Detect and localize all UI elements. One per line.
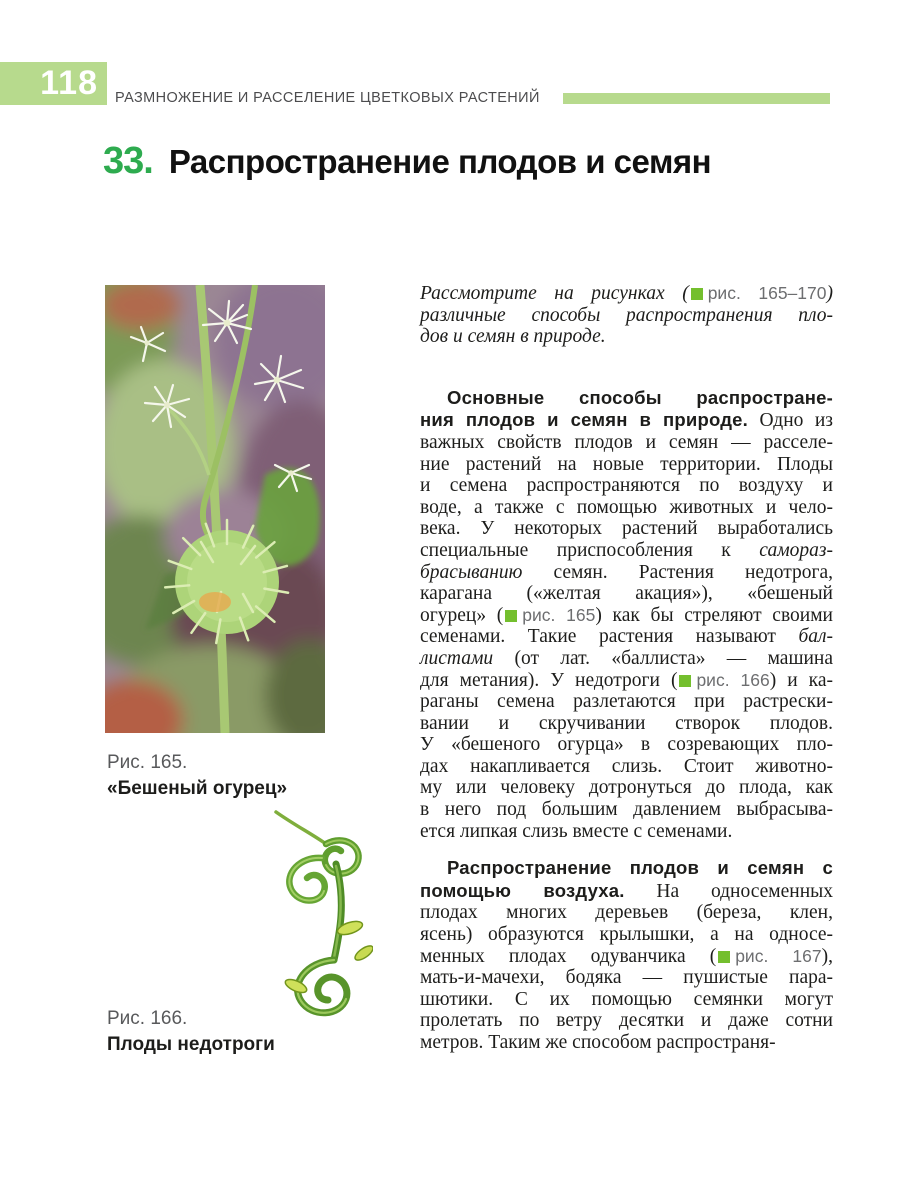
text-run: специальные приспособления к [420,539,760,561]
text-run: в него под большим давлением выбрасыва- [420,799,833,821]
figure-166-label: Рис. 166. [107,1008,188,1029]
section-title-text: Распространение плодов и семян [168,143,712,180]
text-run: ясень) образуются крылышки, а на односе- [420,924,833,946]
text-run: различные способы распространения пло- [420,304,833,326]
text-run: ется липкая слизь вместе с семенами. [420,820,733,842]
text-run: Распространение плодов и семян с [447,857,833,879]
text-line [420,1010,833,1032]
text-line [420,902,833,924]
text-run: семян. Растения недотрога, [522,561,833,583]
text-line [420,540,833,562]
figure-ref-icon [505,610,517,622]
text-run: На односеменных [624,880,833,902]
text-line [420,409,833,432]
text-line [420,454,833,476]
text-run: дах накапливается слизь. Стоит животно- [420,755,833,777]
text-line [420,626,833,648]
text-run: ) как бы стреляют своими [595,604,833,626]
figure-ref-icon [718,951,730,963]
text-run: семенами. Такие растения называют [420,626,799,648]
figure-165-caption: «Бешеный огурец» [107,778,288,799]
figure-166-art [238,810,373,1020]
figure-ref-text: рис. 165 [522,604,596,625]
text-line [420,1032,833,1054]
text-run: помощью воздуха. [420,879,625,901]
article-text [420,283,833,1054]
text-run: Рассмотрите на рисунках ( [420,283,689,304]
text-run: брасыванию [420,561,523,583]
figure-ref-icon [691,288,703,300]
text-run: огурец» ( [420,604,504,626]
text-run: метров. Таким же способом распространя- [420,1032,776,1053]
figure-165-label: Рис. 165. [107,752,188,773]
figure-ref-text: рис. 166 [696,669,770,690]
text-line [420,648,833,670]
text-run: раганы семена разлетаются при растрески- [420,691,833,713]
text-run: ), [821,945,833,967]
text-line [420,305,833,327]
text-line [420,691,833,713]
text-line [420,670,833,692]
text-run: века. У некоторых растений выработались [420,518,833,540]
page-number: 118 [40,64,98,102]
text-line [420,583,833,605]
figure-ref-text: рис. 165–170 [707,283,827,303]
figure-166-caption-block [107,1006,275,1058]
text-run: мать-и-мачехи, бодяка — пушистые пара- [420,967,833,989]
section-number: 33. [103,140,153,182]
text-line [420,924,833,946]
text-line [420,713,833,735]
text-run: плодах многих деревьев (береза, клен, [420,902,833,924]
text-line [420,605,833,627]
text-line [420,821,833,843]
text-run: ) [826,283,833,304]
text-line [420,326,833,348]
paragraph [420,857,833,1053]
text-line [420,777,833,799]
text-run: для метания). У недотроги ( [420,669,678,691]
text-run: (от лат. «баллиста» — машина [493,647,833,669]
text-line [420,880,833,903]
text-run: карагана («желтая акация»), «бешеный [420,583,833,605]
page-number-band [0,62,107,105]
text-run: ) и ка- [769,669,833,691]
text-line [420,967,833,989]
figure-165-caption-block [107,750,287,802]
text-run: ния плодов и семян в природе. [420,409,749,431]
squirting-cucumber-photo [105,285,325,733]
touch-me-not-pods-drawing [238,810,373,1020]
running-title: РАЗМНОЖЕНИЕ И РАССЕЛЕНИЕ ЦВЕТКОВЫХ РАСТЕНИЙ [115,90,540,106]
text-run: дов и семян в природе. [420,326,606,348]
paragraph [420,387,833,842]
text-line [420,799,833,821]
text-run: менных плодах одуванчика ( [420,945,717,967]
text-line [420,497,833,519]
text-run: воде, а также с помощью животных и чело- [420,496,833,518]
text-run: Одно из [748,410,833,432]
figure-ref-icon [679,675,691,687]
figure-ref-text: рис. 167 [735,945,822,966]
text-line [420,756,833,778]
figure-165-photo [105,285,325,733]
header-rule [563,93,830,104]
text-run: вании и скручивании створок плодов. [420,712,833,734]
text-run: бал- [798,626,833,648]
text-run: Основные способы распростране- [447,386,833,408]
text-line [420,989,833,1011]
text-line [420,734,833,756]
text-run: пролетать по ветру десятки и даже сотни [420,1010,833,1032]
figure-166-caption: Плоды недотроги [107,1034,275,1055]
text-line [420,562,833,584]
paragraph [420,283,833,348]
text-run: важных свойств плодов и семян — расселе- [420,431,833,453]
text-line [420,283,833,305]
text-line [420,946,833,968]
text-run: шютики. С их помощью семянки могут [420,988,833,1010]
text-line [420,518,833,540]
text-run: самораз- [759,539,833,561]
section-title [103,140,711,183]
text-run: и семена распространяются по воздуху и [420,475,833,497]
text-line [420,432,833,454]
text-line [420,387,833,410]
text-run: ние растений на новые территории. Плоды [420,453,833,475]
text-run: листами [420,647,494,669]
text-line [420,857,833,880]
text-line [420,475,833,497]
text-run: У «бешеного огурца» в созревающих пло- [420,734,833,756]
text-run: му или человеку дотронуться до плода, как [420,777,833,799]
